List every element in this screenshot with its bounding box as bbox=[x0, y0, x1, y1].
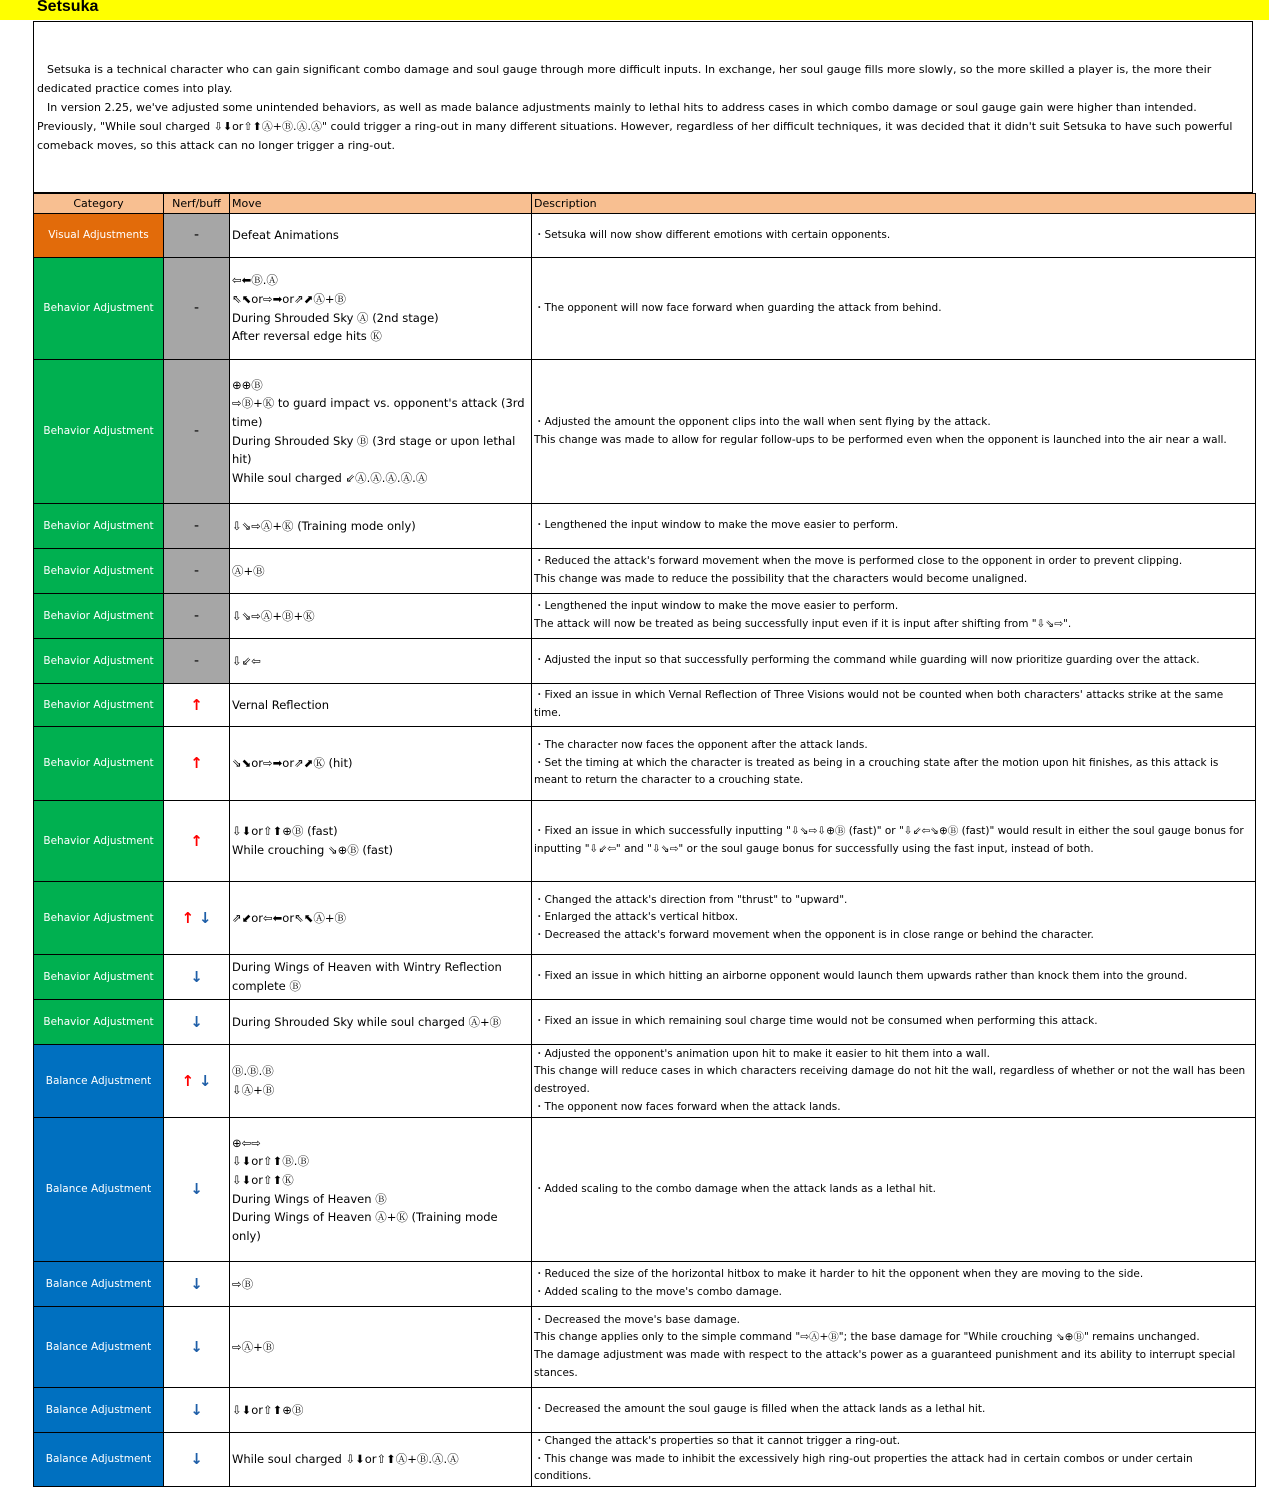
header-move: Move bbox=[230, 194, 532, 214]
nerf-buff-cell bbox=[164, 639, 230, 684]
nerf-buff-cell bbox=[164, 1433, 230, 1487]
description-cell bbox=[532, 639, 1256, 684]
description-cell bbox=[532, 360, 1256, 504]
neutral-dash: - bbox=[193, 227, 200, 244]
category-cell: Behavior Adjustment bbox=[34, 1000, 164, 1045]
move-line: Ⓑ.Ⓑ.Ⓑ bbox=[232, 1064, 274, 1079]
description-line: ・Added scaling to the move's combo damage. bbox=[534, 1286, 783, 1298]
move-line: ⇘⬊or⇨➡or⇗⬈Ⓚ (hit) bbox=[232, 756, 353, 771]
description-line: ・Adjusted the opponent's animation upon hit to make it easier to hit them into a wall. bbox=[534, 1047, 990, 1060]
move-cell bbox=[230, 1000, 532, 1045]
move-line: ⇨Ⓑ+Ⓚ to guard impact vs. opponent's attack (3rd time) bbox=[232, 396, 525, 429]
move-cell bbox=[230, 955, 532, 1000]
neutral-dash: - bbox=[193, 562, 200, 579]
move-cell bbox=[230, 639, 532, 684]
nerf-buff-cell bbox=[164, 727, 230, 801]
table-row bbox=[34, 594, 1256, 639]
neutral-dash: - bbox=[193, 300, 200, 317]
neutral-dash: - bbox=[193, 423, 200, 440]
intro-box bbox=[33, 21, 1253, 193]
table-row bbox=[34, 1045, 1256, 1118]
description-line: ・Decreased the amount the soul gauge is filled when the attack lands as a lethal hit. bbox=[534, 1403, 986, 1416]
table-row bbox=[34, 955, 1256, 1000]
nerf-buff-cell bbox=[164, 504, 230, 549]
table-row bbox=[34, 1388, 1256, 1433]
nerf-arrow-down-icon: ↓ bbox=[190, 1274, 203, 1293]
description-line: ・Reduced the attack's forward movement when the move is performed close to the opponent in order to prevent clipping. bbox=[534, 555, 1183, 568]
description-line: ・Changed the attack's properties so that it cannot trigger a ring-out. bbox=[534, 1435, 901, 1447]
nerf-buff-cell bbox=[164, 214, 230, 258]
nerf-arrow-down-icon: ↓ bbox=[198, 1071, 212, 1090]
category-cell: Balance Adjustment bbox=[34, 1118, 164, 1262]
move-line: During Shrouded Sky while soul charged Ⓐ+Ⓑ bbox=[232, 1014, 502, 1029]
intro-paragraph: In version 2.25, we've adjusted some unintended behaviors, as well as made balance adjustments mainly to lethal hits to address cases in which combo damage or soul gauge gain were higher than intended. Previously, "While soul charged ⇩⬇or⇧⬆Ⓐ+Ⓑ.Ⓐ.Ⓐ" could trigger a ring-out in many different situations. However, regardless of her difficult techniques, it was decided that it didn't suit Setsuka to have such powerful comeback moves, so this attack can no longer trigger a ring-out. bbox=[37, 101, 1233, 152]
nerf-buff-cell bbox=[164, 882, 230, 955]
description-line: The attack will now be treated as being successfully input even if it is input after shifting from "⇩⇘⇨". bbox=[534, 618, 1072, 630]
header-nerf-buff: Nerf/buff bbox=[164, 194, 230, 214]
description-cell bbox=[532, 258, 1256, 360]
move-line: ⇩⬇or⇧⬆Ⓚ bbox=[232, 1172, 294, 1187]
category-cell: Balance Adjustment bbox=[34, 1045, 164, 1118]
category-cell: Behavior Adjustment bbox=[34, 801, 164, 882]
category-cell: Behavior Adjustment bbox=[34, 684, 164, 727]
description-line: ・Changed the attack's direction from "thrust" to "upward". bbox=[534, 893, 848, 906]
move-cell bbox=[230, 1388, 532, 1433]
nerf-buff-cell bbox=[164, 801, 230, 882]
title-bar bbox=[0, 0, 1269, 20]
table-row bbox=[34, 504, 1256, 549]
description-line: ・Fixed an issue in which remaining soul charge time would not be consumed when performing this attack. bbox=[534, 1015, 1098, 1028]
description-cell bbox=[532, 1262, 1256, 1307]
nerf-buff-cell bbox=[164, 1118, 230, 1262]
patch-notes-table bbox=[33, 193, 1256, 1487]
nerf-buff-cell bbox=[164, 549, 230, 594]
description-cell bbox=[532, 1118, 1256, 1262]
move-cell bbox=[230, 1262, 532, 1307]
move-cell bbox=[230, 882, 532, 955]
nerf-buff-cell bbox=[164, 360, 230, 504]
buff-arrow-up-icon: ↑ bbox=[181, 908, 195, 927]
description-line: ・Setsuka will now show different emotions with certain opponents. bbox=[534, 228, 891, 241]
nerf-buff-cell bbox=[164, 594, 230, 639]
move-line: While soul charged ⇙Ⓐ.Ⓐ.Ⓐ.Ⓐ.Ⓐ bbox=[232, 470, 428, 485]
table-row bbox=[34, 214, 1256, 258]
description-cell bbox=[532, 214, 1256, 258]
table-row bbox=[34, 684, 1256, 727]
description-line: This change applies only to the simple command "⇨Ⓐ+Ⓑ"; the base damage for "While crouching ⇘⊕Ⓑ" remains unchanged. bbox=[534, 1331, 1200, 1344]
description-cell bbox=[532, 1433, 1256, 1487]
table-row bbox=[34, 360, 1256, 504]
neutral-dash: - bbox=[193, 517, 200, 534]
header-description: Description bbox=[532, 194, 1256, 214]
description-cell bbox=[532, 801, 1256, 882]
intro-paragraph: Setsuka is a technical character who can gain significant combo damage and soul gauge through more difficult inputs. In exchange, her soul gauge fills more slowly, so the more skilled a player is, the more their dedicated practice comes into play. bbox=[37, 63, 1212, 95]
table-row bbox=[34, 1262, 1256, 1307]
move-line: ⇨Ⓑ bbox=[232, 1276, 254, 1291]
description-line: ・The character now faces the opponent after the attack lands. bbox=[534, 739, 868, 752]
description-line: ・Set the timing at which the character is treated as being in a crouching state after the motion upon hit finishes, as this attack is meant to return the character to a crouching state. bbox=[534, 756, 1219, 787]
move-line: While crouching ⇘⊕Ⓑ (fast) bbox=[232, 843, 393, 857]
move-line: ⊕⊕Ⓑ bbox=[232, 377, 263, 392]
nerf-arrow-down-icon: ↓ bbox=[190, 1337, 203, 1356]
move-line: ⇦⬅Ⓑ.Ⓐ bbox=[232, 273, 278, 288]
nerf-buff-cell bbox=[164, 1307, 230, 1388]
move-cell bbox=[230, 258, 532, 360]
move-line: While soul charged ⇩⬇or⇧⬆Ⓐ+Ⓑ.Ⓐ.Ⓐ bbox=[232, 1452, 459, 1467]
description-cell bbox=[532, 1000, 1256, 1045]
page-title: Setsuka bbox=[37, 0, 99, 15]
move-line: ⇗⬋or⇦⬅or⇖⬉Ⓐ+Ⓑ bbox=[232, 910, 346, 925]
move-line: ⇖⬉or⇨➡or⇗⬈Ⓐ+Ⓑ bbox=[232, 291, 346, 306]
description-cell bbox=[532, 1388, 1256, 1433]
description-cell bbox=[532, 549, 1256, 594]
buff-arrow-up-icon: ↑ bbox=[190, 831, 203, 850]
category-cell: Behavior Adjustment bbox=[34, 594, 164, 639]
nerf-buff-cell bbox=[164, 1262, 230, 1307]
move-line: Ⓐ+Ⓑ bbox=[232, 563, 265, 578]
nerf-arrow-down-icon: ↓ bbox=[190, 1012, 203, 1031]
buff-arrow-up-icon: ↑ bbox=[181, 1071, 195, 1090]
description-cell bbox=[532, 727, 1256, 801]
description-line: ・Added scaling to the combo damage when the attack lands as a lethal hit. bbox=[534, 1182, 936, 1195]
table-row bbox=[34, 549, 1256, 594]
neutral-dash: - bbox=[193, 652, 200, 669]
category-cell: Behavior Adjustment bbox=[34, 955, 164, 1000]
buff-arrow-up-icon: ↑ bbox=[190, 754, 203, 773]
description-line: ・Fixed an issue in which hitting an airborne opponent would launch them upwards rather than knock them into the ground. bbox=[534, 970, 1188, 983]
move-line: During Wings of Heaven Ⓑ bbox=[232, 1191, 387, 1206]
description-cell bbox=[532, 882, 1256, 955]
category-cell: Behavior Adjustment bbox=[34, 504, 164, 549]
category-cell: Visual Adjustments bbox=[34, 214, 164, 258]
move-line: ⇩⬇or⇧⬆⊕Ⓑ (fast) bbox=[232, 824, 338, 839]
category-cell: Balance Adjustment bbox=[34, 1307, 164, 1388]
header-category: Category bbox=[34, 194, 164, 214]
move-cell bbox=[230, 1118, 532, 1262]
nerf-buff-cell bbox=[164, 1000, 230, 1045]
move-line: During Wings of Heaven Ⓐ+Ⓚ (Training mode only) bbox=[232, 1210, 498, 1243]
move-line: ⇩⇘⇨Ⓐ+Ⓚ (Training mode only) bbox=[232, 518, 416, 533]
move-line: ⇩⬇or⇧⬆Ⓑ.Ⓑ bbox=[232, 1154, 309, 1169]
nerf-buff-cell bbox=[164, 258, 230, 360]
move-line: ⇩Ⓐ+Ⓑ bbox=[232, 1083, 275, 1097]
move-line: During Shrouded Sky Ⓐ (2nd stage) bbox=[232, 310, 439, 325]
category-cell: Behavior Adjustment bbox=[34, 258, 164, 360]
description-line: ・Decreased the attack's forward movement when the opponent is in close range or behind the character. bbox=[534, 928, 1094, 941]
move-cell bbox=[230, 1433, 532, 1487]
description-line: ・Adjusted the input so that successfully performing the command while guarding will now prioritize guarding over the attack. bbox=[534, 654, 1200, 667]
nerf-arrow-down-icon: ↓ bbox=[198, 908, 212, 927]
category-cell: Behavior Adjustment bbox=[34, 360, 164, 504]
nerf-arrow-down-icon: ↓ bbox=[190, 1400, 203, 1419]
description-line: ・Enlarged the attack's vertical hitbox. bbox=[534, 911, 739, 924]
move-line: During Wings of Heaven with Wintry Reflection complete Ⓑ bbox=[232, 960, 502, 993]
nerf-buff-cell bbox=[164, 1045, 230, 1118]
move-line: ⊕⇦⇨ bbox=[232, 1135, 261, 1150]
move-cell bbox=[230, 360, 532, 504]
category-cell: Behavior Adjustment bbox=[34, 727, 164, 801]
move-cell bbox=[230, 727, 532, 801]
description-line: This change will reduce cases in which characters receiving damage do not hit the wall, regardless of whether or not the wall has been destroyed. bbox=[534, 1065, 1246, 1095]
category-cell: Behavior Adjustment bbox=[34, 639, 164, 684]
table-row bbox=[34, 882, 1256, 955]
table-row bbox=[34, 801, 1256, 882]
description-line: This change was made to reduce the possibility that the characters would become unaligned. bbox=[534, 573, 1028, 585]
table-row bbox=[34, 258, 1256, 360]
description-line: ・Lengthened the input window to make the move easier to perform. bbox=[534, 600, 899, 613]
description-cell bbox=[532, 1045, 1256, 1118]
nerf-arrow-down-icon: ↓ bbox=[190, 1450, 203, 1469]
table-row bbox=[34, 727, 1256, 801]
table-row bbox=[34, 1307, 1256, 1388]
nerf-arrow-down-icon: ↓ bbox=[190, 967, 203, 986]
description-line: ・Decreased the move's base damage. bbox=[534, 1313, 740, 1326]
move-line: After reversal edge hits Ⓚ bbox=[232, 329, 382, 344]
description-line: ・Fixed an issue in which successfully inputting "⇩⇘⇨⇩⊕Ⓑ (fast)" or "⇩⇙⇦⇘⊕Ⓑ (fast)" would result in either the soul gauge bonus for inputting "⇩⇙⇦" and "⇩⇘⇨" or the soul gauge bonus for successfully using the fast input, instead of both. bbox=[534, 825, 1244, 855]
move-line: ⇩⇘⇨Ⓐ+Ⓑ+Ⓚ bbox=[232, 608, 315, 623]
description-line: The damage adjustment was made with respect to the attack's power as a guaranteed punishment and its ability to interrupt special stances. bbox=[534, 1349, 1236, 1379]
description-line: ・Fixed an issue in which Vernal Reflection of Three Visions would not be counted when both characters' attacks strike at the same time. bbox=[534, 689, 1224, 719]
description-line: ・Lengthened the input window to make the move easier to perform. bbox=[534, 519, 899, 532]
description-cell bbox=[532, 955, 1256, 1000]
neutral-dash: - bbox=[193, 607, 200, 624]
description-cell bbox=[532, 684, 1256, 727]
move-line: During Shrouded Sky Ⓑ (3rd stage or upon lethal hit) bbox=[232, 433, 516, 467]
description-cell bbox=[532, 504, 1256, 549]
move-line: ⇨Ⓐ+Ⓑ bbox=[232, 1339, 275, 1354]
move-line: Defeat Animations bbox=[232, 228, 339, 243]
buff-arrow-up-icon: ↑ bbox=[190, 695, 203, 714]
category-cell: Behavior Adjustment bbox=[34, 549, 164, 594]
nerf-buff-cell bbox=[164, 684, 230, 727]
category-cell: Balance Adjustment bbox=[34, 1388, 164, 1433]
nerf-buff-cell bbox=[164, 955, 230, 1000]
move-line: Vernal Reflection bbox=[232, 697, 329, 712]
table-header-row bbox=[34, 194, 1256, 214]
table-row bbox=[34, 1433, 1256, 1487]
nerf-arrow-down-icon: ↓ bbox=[190, 1180, 203, 1199]
move-cell bbox=[230, 801, 532, 882]
table-row bbox=[34, 1118, 1256, 1262]
move-line: ⇩⇙⇦ bbox=[232, 653, 261, 668]
nerf-buff-cell bbox=[164, 1388, 230, 1433]
move-cell bbox=[230, 504, 532, 549]
move-cell bbox=[230, 1045, 532, 1118]
move-cell bbox=[230, 1307, 532, 1388]
table-row bbox=[34, 639, 1256, 684]
category-cell: Balance Adjustment bbox=[34, 1433, 164, 1487]
category-cell: Behavior Adjustment bbox=[34, 882, 164, 955]
move-cell bbox=[230, 594, 532, 639]
move-cell bbox=[230, 214, 532, 258]
description-line: This change was made to allow for regular follow-ups to be performed even when the opponent is launched into the air near a wall. bbox=[534, 433, 1227, 446]
description-line: ・This change was made to inhibit the excessively high ring-out properties the attack had in certain combos or under certain conditions. bbox=[534, 1452, 1193, 1483]
description-line: ・The opponent now faces forward when the attack lands. bbox=[534, 1100, 841, 1113]
description-line: ・Adjusted the amount the opponent clips into the wall when sent flying by the attack. bbox=[534, 415, 991, 428]
table-row bbox=[34, 1000, 1256, 1045]
category-cell: Balance Adjustment bbox=[34, 1262, 164, 1307]
description-cell bbox=[532, 1307, 1256, 1388]
move-line: ⇩⬇or⇧⬆⊕Ⓑ bbox=[232, 1402, 304, 1417]
description-line: ・The opponent will now face forward when guarding the attack from behind. bbox=[534, 301, 942, 314]
move-cell bbox=[230, 684, 532, 727]
description-cell bbox=[532, 594, 1256, 639]
description-line: ・Reduced the size of the horizontal hitbox to make it harder to hit the opponent when they are moving to the side. bbox=[534, 1268, 1144, 1281]
move-cell bbox=[230, 549, 532, 594]
